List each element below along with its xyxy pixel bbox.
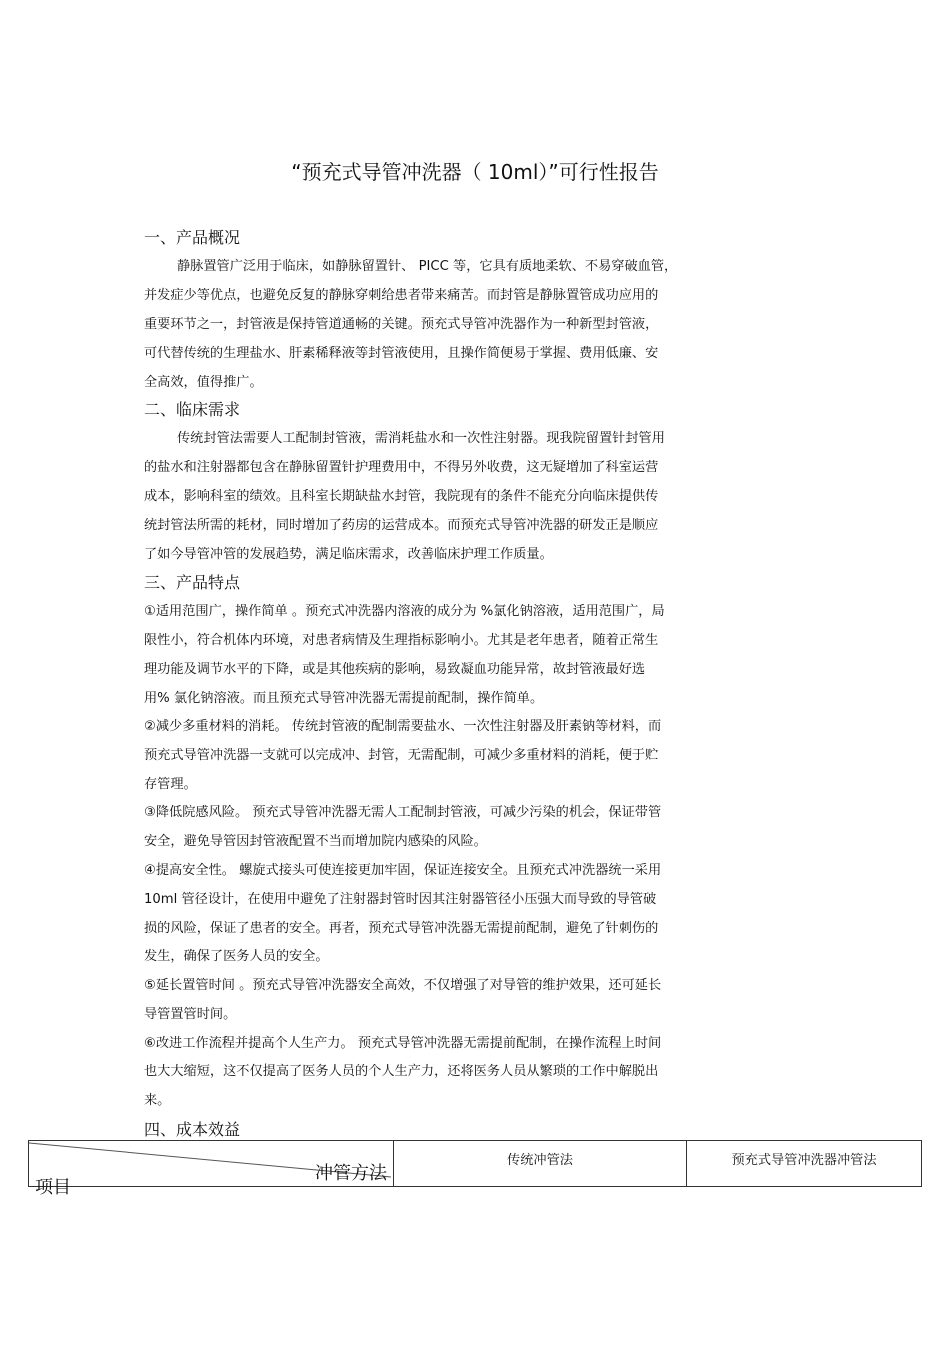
paragraph-line: ①适用范围广，操作简单 。预充式冲洗器内溶液的成分为 %氯化钠溶液，适用范围广，局	[144, 604, 665, 619]
document-title: “预充式导管冲洗器（ 10ml）”可行性报告	[291, 160, 659, 184]
paragraph-line: 统封管法所需的耗材，同时增加了药房的运营成本。而预充式导管冲洗器的研发正是顺应	[144, 518, 659, 533]
section-heading-cost-benefit: 四、成本效益	[144, 1120, 241, 1139]
paragraph-line: ④提高安全性。 螺旋式接头可使连接更加牢固，保证连接安全。且预充式冲洗器统一采用	[144, 863, 662, 878]
cost-table	[28, 1140, 922, 1198]
paragraph-line: 了如今导管冲管的发展趋势，满足临床需求，改善临床护理工作质量。	[144, 547, 553, 562]
paragraph-line: ⑥改进工作流程并提高个人生产力。 预充式导管冲洗器无需提前配制，在操作流程上时间	[144, 1036, 662, 1051]
diagonal-header-method: 冲管方法	[315, 1163, 387, 1184]
paragraph-line: 发生，确保了医务人员的安全。	[144, 949, 329, 964]
paragraph-line: 成本，影响科室的绩效。且科室长期缺盐水封管，我院现有的条件不能充分向临床提供传	[144, 489, 659, 504]
paragraph-line: 也大大缩短，这不仅提高了医务人员的个人生产力，还将医务人员从繁琐的工作中解脱出	[144, 1064, 659, 1079]
paragraph-line: 全高效，值得推广。	[144, 375, 263, 390]
paragraph-line: 可代替传统的生理盐水、肝素稀释液等封管液使用，且操作简便易于掌握、费用低廉、安	[144, 346, 659, 361]
column-header-traditional: 传统冲管法	[394, 1141, 687, 1187]
paragraph-line: 传统封管法需要人工配制封管液，需消耗盐水和一次性注射器。现我院留置针封管用	[177, 431, 665, 446]
paragraph-line: 预充式导管冲洗器一支就可以完成冲、封管，无需配制，可减少多重材料的消耗，便于贮	[144, 748, 659, 763]
paragraph-line: 用% 氯化钠溶液。而且预充式导管冲洗器无需提前配制，操作简单。	[144, 691, 544, 706]
section-heading-overview: 一、产品概况	[144, 228, 241, 247]
paragraph-line: ②减少多重材料的消耗。 传统封管液的配制需要盐水、一次性注射器及肝素钠等材料，而	[144, 719, 662, 734]
section-heading-features: 三、产品特点	[144, 573, 241, 592]
paragraph-line: 的盐水和注射器都包含在静脉留置针护理费用中，不得另外收费，这无疑增加了科室运营	[144, 460, 659, 475]
paragraph-line: 限性小，符合机体内环境，对患者病情及生理指标影响小。尤其是老年患者，随着正常生	[144, 633, 659, 648]
paragraph-line: 来。	[144, 1093, 171, 1108]
paragraph-line: 10ml 管径设计，在使用中避免了注射器封管时因其注射器管径小压强大而导致的导管破	[144, 892, 657, 907]
paragraph-line: ③降低院感风险。 预充式导管冲洗器无需人工配制封管液，可减少污染的机会，保证带管	[144, 805, 662, 820]
paragraph-line: ⑤延长置管时间 。预充式导管冲洗器安全高效，不仅增强了对导管的维护效果，还可延长	[144, 978, 662, 993]
diagonal-header-item: 项目	[35, 1177, 71, 1198]
paragraph-line: 存管理。	[144, 777, 197, 792]
paragraph-line: 安全，避免导管因封管液配置不当而增加院内感染的风险。	[144, 834, 487, 849]
table-header-row	[29, 1141, 922, 1187]
paragraph-line: 理功能及调节水平的下降，或是其他疾病的影响，易致凝血功能异常，故封管液最好选	[144, 662, 646, 677]
diagonal-header-cell	[29, 1141, 394, 1198]
section-heading-clinical-demand: 二、临床需求	[144, 400, 241, 419]
column-header-prefilled: 预充式导管冲洗器冲管法	[687, 1141, 922, 1187]
paragraph-line: 损的风险，保证了患者的安全。再者，预充式导管冲洗器无需提前配制，避免了针刺伤的	[144, 921, 659, 936]
paragraph-line: 重要环节之一，封管液是保持管道通畅的关键。预充式导管冲洗器作为一种新型封管液，	[144, 317, 659, 332]
paragraph-line: 静脉置管广泛用于临床，如静脉留置针、 PICC 等，它具有质地柔软、不易穿破血管，	[177, 259, 678, 274]
paragraph-line: 并发症少等优点，也避免反复的静脉穿刺给患者带来痛苦。而封管是静脉置管成功应用的	[144, 288, 659, 303]
paragraph-line: 导管置管时间。	[144, 1007, 237, 1022]
